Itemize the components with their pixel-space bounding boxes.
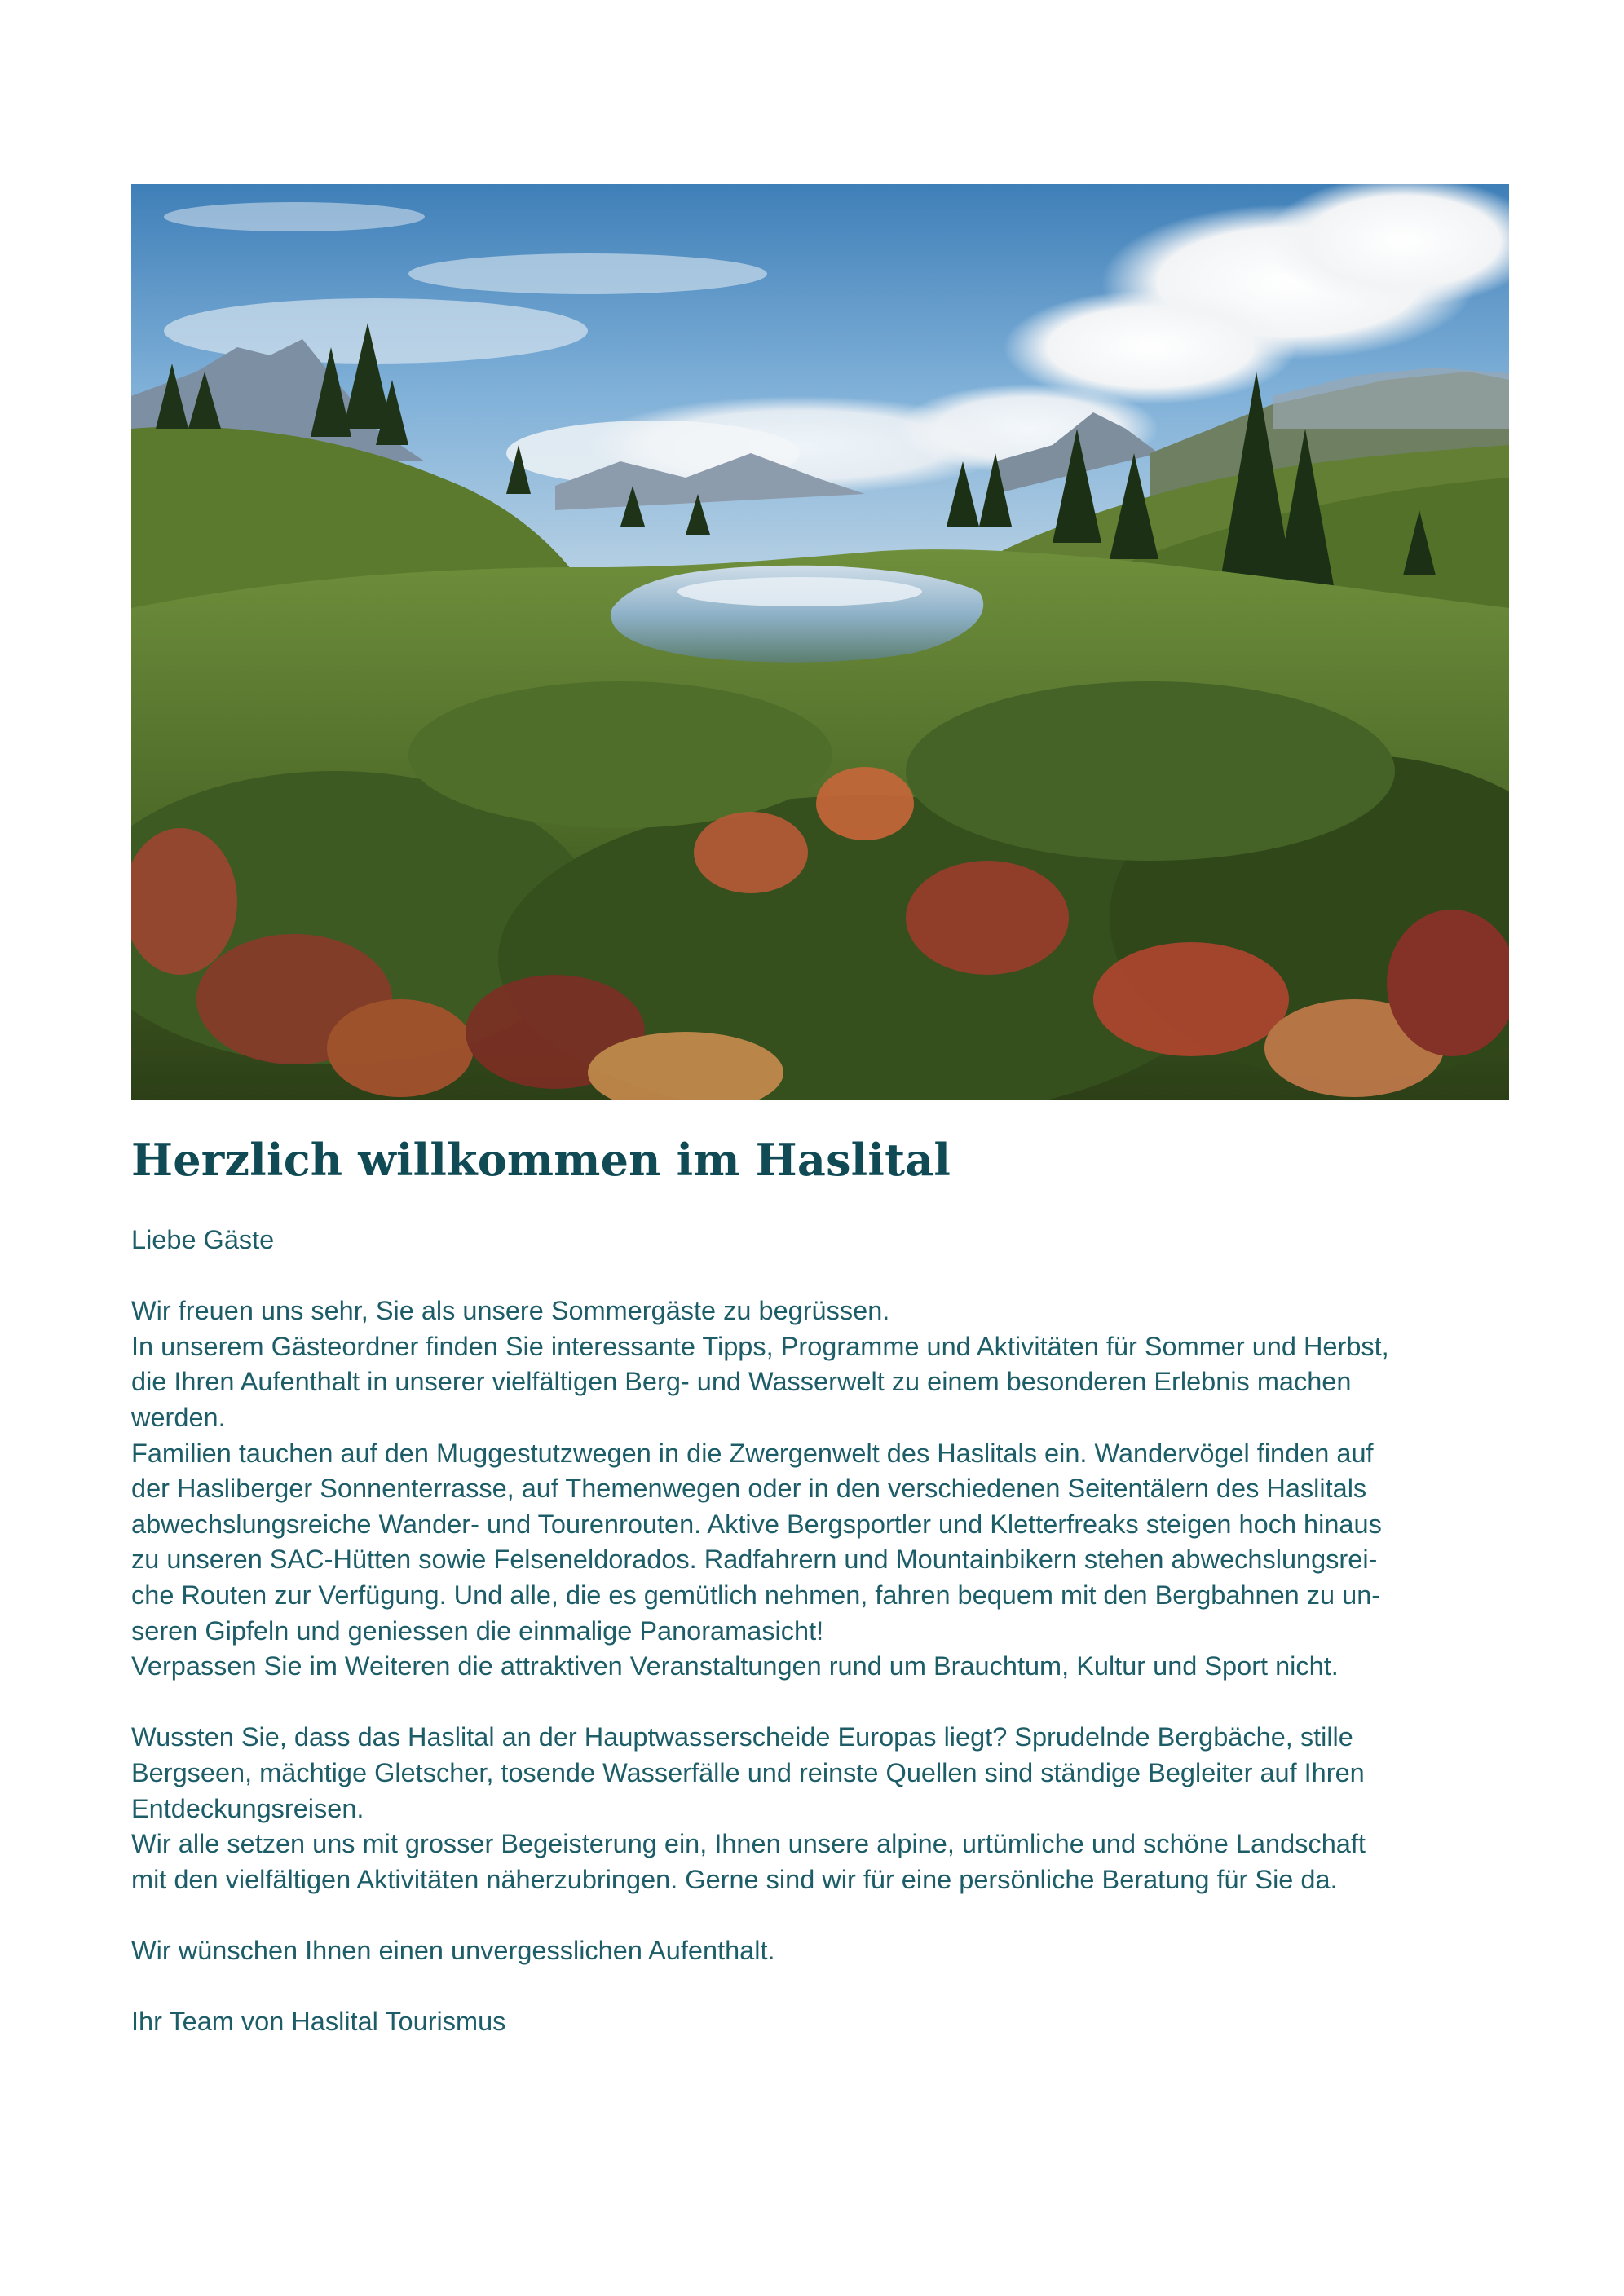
paragraph-line: abwechslungsreiche Wander- und Tourenrouten. Aktive Bergsportler und Kletterfreaks steigen hoch hinaus: [131, 1509, 1382, 1539]
paragraph-line: werden.: [131, 1402, 226, 1432]
welcome-letter: [131, 1223, 1517, 2040]
paragraph-line: Wir freuen uns sehr, Sie als unsere Sommergäste zu begrüssen.: [131, 1296, 890, 1326]
page-title: Herzlich willkommen im Haslital: [131, 1134, 951, 1186]
alpine-lake-landscape-photo: [131, 184, 1509, 1100]
paragraph-line: mit den vielfältigen Aktivitäten näherzubringen. Gerne sind wir für eine persönliche Beratung für Sie da.: [131, 1864, 1338, 1894]
paragraph-line: Wir alle setzen uns mit grosser Begeisterung ein, Ihnen unsere alpine, urtümliche und schöne Landschaft: [131, 1829, 1366, 1859]
paragraph-line: der Hasliberger Sonnenterrasse, auf Themenwegen oder in den verschiedenen Seitentälern des Haslitals: [131, 1474, 1367, 1504]
paragraph-line: Bergseen, mächtige Gletscher, tosende Wasserfälle und reinste Quellen sind ständige Begleiter auf Ihren: [131, 1757, 1365, 1787]
signature: Ihr Team von Haslital Tourismus: [131, 2007, 506, 2037]
paragraph-line: che Routen zur Verfügung. Und alle, die es gemütlich nehmen, fahren bequem mit den Bergbahnen zu un-: [131, 1580, 1381, 1610]
paragraph-line: Verpassen Sie im Weiteren die attraktiven Veranstaltungen rund um Brauchtum, Kultur und Sport nicht.: [131, 1651, 1339, 1681]
closing-line: Wir wünschen Ihnen einen unvergesslichen Aufenthalt.: [131, 1935, 775, 1965]
paragraph-line: Familien tauchen auf den Muggestutzwegen in die Zwergenwelt des Haslitals ein. Wandervögel finden auf: [131, 1438, 1374, 1468]
paragraph-line: Entdeckungsreisen.: [131, 1793, 364, 1823]
paragraph-line: Wussten Sie, dass das Haslital an der Hauptwasserscheide Europas liegt? Sprudelnde Bergbäche, stille: [131, 1722, 1353, 1752]
salutation: Liebe Gäste: [131, 1225, 275, 1254]
paragraph-line: In unserem Gästeordner finden Sie interessante Tipps, Programme und Aktivitäten für Sommer und Herbst,: [131, 1331, 1389, 1361]
paragraph-line: zu unseren SAC-Hütten sowie Felseneldorados. Radfahrern und Mountainbikern stehen abwechslungsrei-: [131, 1545, 1378, 1575]
paragraph-line: die Ihren Aufenthalt in unserer vielfältigen Berg- und Wasserwelt zu einem besonderen Erlebnis machen: [131, 1367, 1352, 1397]
paragraph-line: seren Gipfeln und geniessen die einmalige Panoramasicht!: [131, 1615, 824, 1646]
